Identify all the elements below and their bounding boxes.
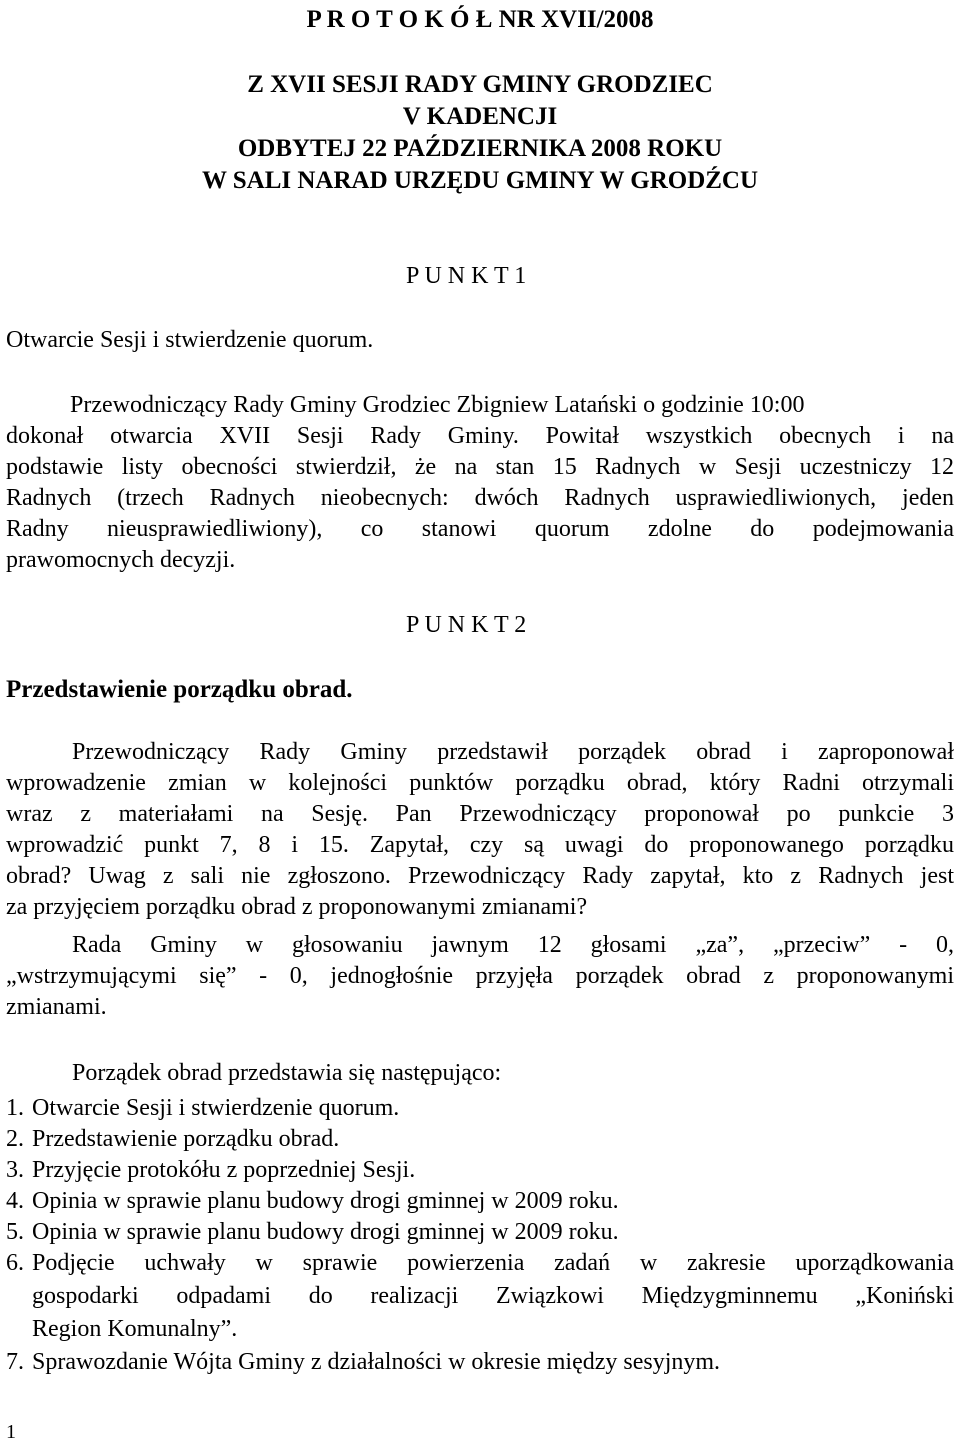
punkt-1-line-5: Radny nieusprawiedliwiony), co stanowi quorum zdolne do podejmowania: [6, 516, 954, 542]
punkt-2-line-3: wraz z materiałami na Sesję. Pan Przewodniczący proponował po punkcie 3: [6, 801, 954, 827]
punkt-2-label: P U N K T 2: [406, 612, 527, 638]
punkt-2-line-7: Rada Gminy w głosowaniu jawnym 12 głosami „za”, „przeciw” - 0,: [72, 932, 954, 958]
protocol-title: P R O T O K Ó Ł NR XVII/2008: [306, 6, 654, 33]
agenda-item-7-number: 7.: [6, 1349, 24, 1375]
agenda-item-6-text-line-3: Region Komunalny”.: [32, 1316, 238, 1342]
session-line-4: W SALI NARAD URZĘDU GMINY W GRODŹCU: [201, 167, 759, 194]
agenda-item-1-number: 1.: [6, 1095, 24, 1121]
punkt-2-line-2: wprowadzenie zmian w kolejności punktów porządku obrad, który Radni otrzymali: [6, 770, 954, 796]
agenda-item-6-number: 6.: [6, 1250, 24, 1276]
punkt-1-line-6: prawomocnych decyzji.: [6, 547, 236, 573]
agenda-item-7-text: Sprawozdanie Wójta Gminy z działalności w okresie między sesyjnym.: [32, 1349, 721, 1375]
agenda-item-4-text: Opinia w sprawie planu budowy drogi gminnej w 2009 roku.: [32, 1188, 619, 1214]
agenda-item-2-text: Przedstawienie porządku obrad.: [32, 1126, 340, 1152]
punkt-1-line-3: podstawie listy obecności stwierdził, że na stan 15 Radnych w Sesji uczestniczy 12: [6, 454, 954, 480]
session-line-3: ODBYTEJ 22 PAŹDZIERNIKA 2008 ROKU: [237, 135, 723, 162]
agenda-item-5-text: Opinia w sprawie planu budowy drogi gminnej w 2009 roku.: [32, 1219, 619, 1245]
punkt-2-line-8: „wstrzymującymi się” - 0, jednogłośnie przyjęła porządek obrad z proponowanymi: [6, 963, 954, 989]
page-number: 1: [6, 1421, 16, 1443]
punkt-1-line-2: dokonał otwarcia XVII Sesji Rady Gminy. Powitał wszystkich obecnych i na: [6, 423, 954, 449]
punkt-1-line-4: Radnych (trzech Radnych nieobecnych: dwóch Radnych usprawiedliwionych, jeden: [6, 485, 954, 511]
punkt-2-line-9: zmianami.: [6, 994, 107, 1020]
agenda-item-4-number: 4.: [6, 1188, 24, 1214]
punkt-2-line-5: obrad? Uwag z sali nie zgłoszono. Przewodniczący Rady zapytał, kto z Radnych jest: [6, 863, 954, 889]
agenda-item-6-text-line-2: gospodarki odpadami do realizacji Związkowi Międzygminnemu „Koniński: [32, 1283, 954, 1309]
punkt-2-heading: Przedstawienie porządku obrad.: [6, 676, 353, 703]
agenda-intro: Porządek obrad przedstawia się następująco:: [72, 1060, 502, 1086]
punkt-2-line-6: za przyjęciem porządku obrad z proponowanymi zmianami?: [6, 894, 588, 920]
punkt-2-line-4: wprowadzić punkt 7, 8 i 15. Zapytał, czy są uwagi do proponowanego porządku: [6, 832, 954, 858]
session-line-2: V KADENCJI: [402, 103, 558, 130]
punkt-1-heading: Otwarcie Sesji i stwierdzenie quorum.: [6, 327, 374, 353]
agenda-item-3-text: Przyjęcie protokółu z poprzedniej Sesji.: [32, 1157, 416, 1183]
agenda-item-2-number: 2.: [6, 1126, 24, 1152]
agenda-item-6-text-line-1: Podjęcie uchwały w sprawie powierzenia zadań w zakresie uporządkowania: [32, 1250, 954, 1276]
agenda-item-5-number: 5.: [6, 1219, 24, 1245]
session-line-1: Z XVII SESJI RADY GMINY GRODZIEC: [247, 71, 713, 98]
punkt-1-label: P U N K T 1: [406, 263, 527, 289]
agenda-item-3-number: 3.: [6, 1157, 24, 1183]
punkt-1-line-1: Przewodniczący Rady Gminy Grodziec Zbigniew Latański o godzinie 10:00: [70, 392, 805, 418]
agenda-item-1-text: Otwarcie Sesji i stwierdzenie quorum.: [32, 1095, 400, 1121]
punkt-2-line-1: Przewodniczący Rady Gminy przedstawił porządek obrad i zaproponował: [72, 739, 954, 765]
